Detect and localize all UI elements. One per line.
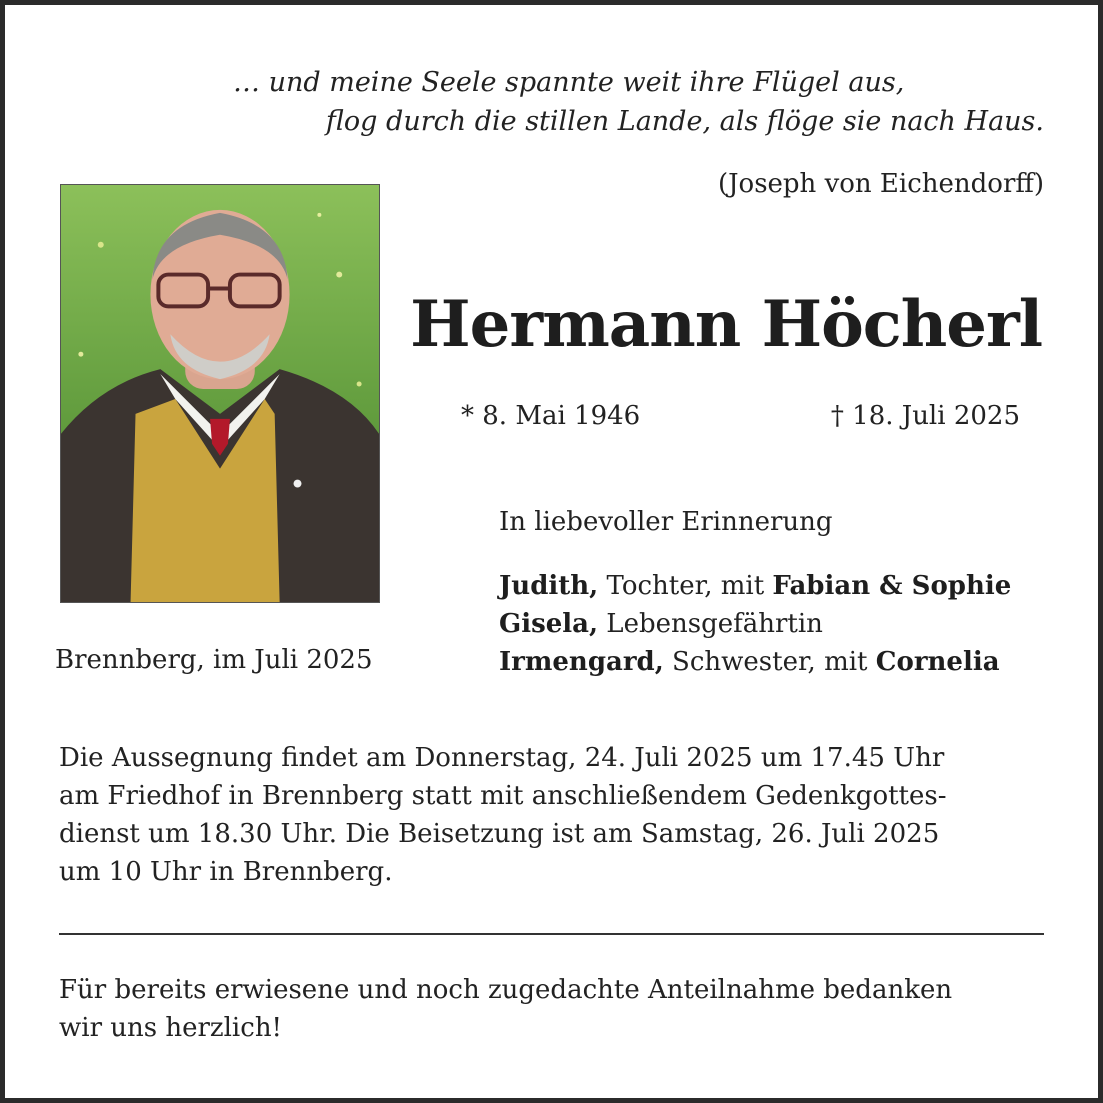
family-list xyxy=(499,567,1011,681)
family-member-name: Judith, xyxy=(499,571,599,601)
family-member-name: Gisela, xyxy=(499,609,599,639)
service-line: um 10 Uhr in Brennberg. xyxy=(59,857,393,887)
death-date: † 18. Juli 2025 xyxy=(830,401,1020,431)
divider-line xyxy=(59,933,1044,935)
family-member-with: Cornelia xyxy=(875,647,1000,677)
thanks-note xyxy=(59,971,1059,1047)
thanks-line: Für bereits erwiesene und noch zugedachte Anteilnahme bedanken xyxy=(59,975,953,1005)
quote-author: (Joseph von Eichendorff) xyxy=(717,169,1044,199)
portrait-photo xyxy=(60,184,380,603)
place-and-date: Brennberg, im Juli 2025 xyxy=(55,645,373,675)
service-line: am Friedhof in Brennberg statt mit anschließendem Gedenkgottes- xyxy=(59,781,947,811)
family-member-relation: Schwester, mit xyxy=(663,647,876,677)
family-member-relation: Lebensgefährtin xyxy=(598,609,823,639)
family-member-relation: Tochter, mit xyxy=(598,571,773,601)
service-line: dienst um 18.30 Uhr. Die Beisetzung ist am Samstag, 26. Juli 2025 xyxy=(59,819,940,849)
thanks-line: wir uns herzlich! xyxy=(59,1013,283,1043)
family-member-name: Irmengard, xyxy=(499,647,664,677)
quote-line-2: flog durch die stillen Lande, als flöge sie nach Haus. xyxy=(325,106,1044,137)
portrait-illustration xyxy=(61,185,379,602)
quote-line-1: … und meine Seele spannte weit ihre Flügel aus, xyxy=(233,67,905,98)
family-member xyxy=(499,605,1011,643)
family-member xyxy=(499,567,1011,605)
memory-line: In liebevoller Erinnerung xyxy=(499,507,833,537)
family-member xyxy=(499,643,1011,681)
service-line: Die Aussegnung findet am Donnerstag, 24. Juli 2025 um 17.45 Uhr xyxy=(59,743,945,773)
family-member-with: Fabian & Sophie xyxy=(772,571,1012,601)
deceased-name: Hermann Höcherl xyxy=(410,287,1042,362)
service-announcement xyxy=(59,739,1059,891)
birth-date: * 8. Mai 1946 xyxy=(461,401,641,431)
